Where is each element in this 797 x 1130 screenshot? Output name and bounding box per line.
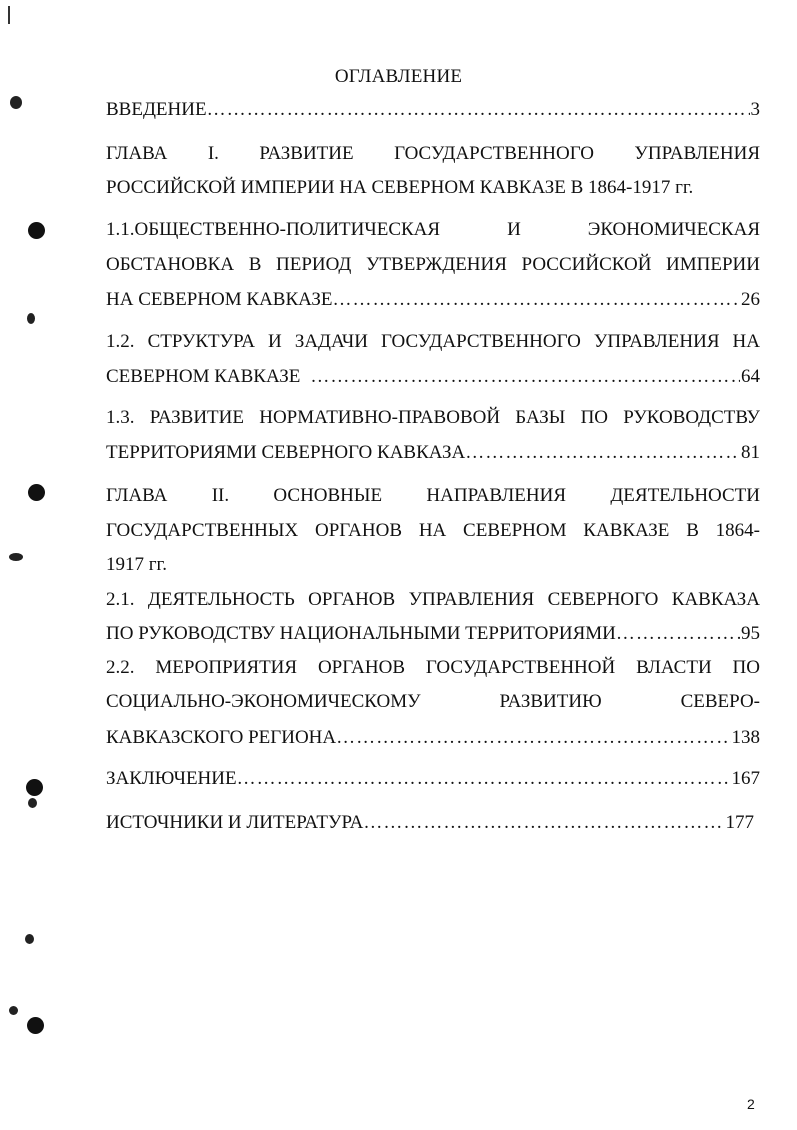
toc-section-1-2-line1: 1.2. СТРУКТУРА И ЗАДАЧИ ГОСУДАРСТВЕННОГО УПРАВЛЕНИЯ НА [106,331,760,352]
toc-entry-label: ПО РУКОВОДСТВУ НАЦИОНАЛЬНЫМИ ТЕРРИТОРИЯМИ [106,623,616,644]
toc-chapter2-line1: ГЛАВА II. ОСНОВНЫЕ НАПРАВЛЕНИЯ ДЕЯТЕЛЬНОСТИ [106,485,760,506]
scan-mark [8,6,10,24]
toc-entry-page: 138 [731,727,760,748]
toc-entry-label: ТЕРРИТОРИЯМИ СЕВЕРНОГО КАВКАЗА [106,442,466,463]
toc-entry-page: 3 [750,99,760,120]
toc-chapter1-line2: РОССИЙСКОЙ ИМПЕРИИ НА СЕВЕРНОМ КАВКАЗЕ В 1864-1917 гг. [106,177,694,198]
toc-leader-dots [207,99,750,121]
toc-entry-label: НА СЕВЕРНОМ КАВКАЗЕ [106,289,333,310]
toc-leader-dots [336,727,730,749]
toc-entry-label: ВВЕДЕНИЕ [106,99,207,120]
punch-hole [28,222,45,239]
scan-speck [28,798,37,808]
toc-chapter2-line3: 1917 гг. [106,554,167,575]
toc-section-1-3-line1: 1.3. РАЗВИТИЕ НОРМАТИВНО-ПРАВОВОЙ БАЗЫ ПО РУКОВОДСТВУ [106,407,760,428]
toc-entry-page: 81 [741,442,760,463]
scan-speck [25,934,34,944]
toc-section-1-1-line2: ОБСТАНОВКА В ПЕРИОД УТВЕРЖДЕНИЯ РОССИЙСКОЙ ИМПЕРИИ [106,254,760,275]
toc-entry-sources [106,812,754,834]
toc-leader-dots [363,812,724,834]
toc-entry-page: 177 [725,812,754,833]
scan-speck [27,313,35,324]
toc-section-1-3-line2 [106,442,760,464]
toc-leader-dots [310,366,740,388]
scan-speck [9,553,23,561]
toc-section-2-2-line2: СОЦИАЛЬНО-ЭКОНОМИЧЕСКОМУ РАЗВИТИЮ СЕВЕРО- [106,691,760,712]
toc-section-2-2-line1: 2.2. МЕРОПРИЯТИЯ ОРГАНОВ ГОСУДАРСТВЕННОЙ ВЛАСТИ ПО [106,657,760,678]
punch-hole [27,1017,44,1034]
toc-chapter1-line1: ГЛАВА I. РАЗВИТИЕ ГОСУДАРСТВЕННОГО УПРАВЛЕНИЯ [106,143,760,164]
toc-title: ОГЛАВЛЕНИЕ [334,66,463,87]
scan-speck [9,1006,18,1015]
toc-entry-page: 95 [741,623,760,644]
toc-section-2-1-line1: 2.1. ДЕЯТЕЛЬНОСТЬ ОРГАНОВ УПРАВЛЕНИЯ СЕВЕРНОГО КАВКАЗА [106,589,760,610]
toc-leader-dots [333,289,740,311]
toc-entry-page: 64 [741,366,760,387]
scan-speck [10,96,22,109]
toc-section-1-1-line3 [106,289,760,311]
toc-leader-dots [616,623,740,645]
toc-section-2-1-line2 [106,623,760,645]
toc-section-1-1-line1: 1.1.ОБЩЕСТВЕННО-ПОЛИТИЧЕСКАЯ И ЭКОНОМИЧЕСКАЯ [106,219,760,240]
punch-hole [26,779,43,796]
toc-entry-label: СЕВЕРНОМ КАВКАЗЕ [106,366,301,387]
punch-hole [28,484,45,501]
toc-entry-label: ЗАКЛЮЧЕНИЕ [106,768,237,789]
page-number: 2 [747,1096,755,1112]
toc-section-2-2-line3 [106,727,760,749]
toc-entry-label: ИСТОЧНИКИ И ЛИТЕРАТУРА [106,812,364,833]
toc-entry-conclusion [106,768,760,790]
toc-entry-label: КАВКАЗСКОГО РЕГИОНА [106,727,337,748]
toc-leader-dots [237,768,731,790]
toc-entry-page: 26 [741,289,760,310]
toc-section-1-2-line2 [106,366,760,388]
toc-entry-intro [106,99,760,121]
toc-leader-dots [465,442,740,464]
toc-entry-page: 167 [731,768,760,789]
toc-chapter2-line2: ГОСУДАРСТВЕННЫХ ОРГАНОВ НА СЕВЕРНОМ КАВКАЗЕ В 1864- [106,520,760,541]
